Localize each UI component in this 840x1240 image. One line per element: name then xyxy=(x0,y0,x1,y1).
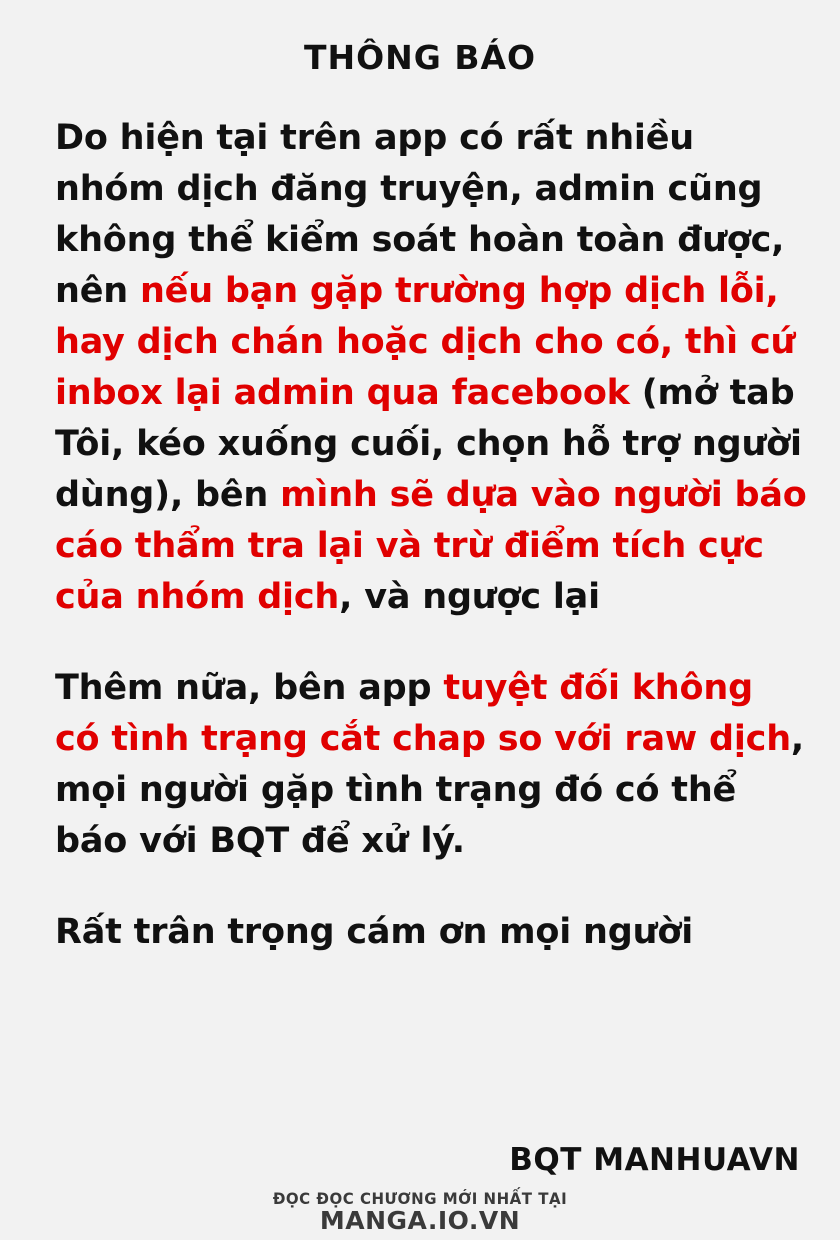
paragraph-3 xyxy=(55,907,807,958)
highlighted-text: mình sẽ dựa vào người báo cáo thẩm tra lại và trừ điểm tích cực của nhóm dịch xyxy=(55,475,807,617)
signature: BQT MANHUAVN xyxy=(509,1142,800,1178)
page-title: THÔNG BÁO xyxy=(303,38,537,77)
watermark-line-2: MANGA.IO.VN xyxy=(319,1206,521,1235)
plain-text: Thêm nữa, bên app xyxy=(55,668,444,708)
paragraph-1 xyxy=(55,113,807,623)
plain-text: , và ngược lại xyxy=(339,577,600,617)
watermark-line-1: ĐỌC ĐỌC CHƯƠNG MỚI NHẤT TẠI xyxy=(272,1189,568,1209)
plain-text: , mọi người gặp tình trạng đó có thể báo với BQT để xử lý. xyxy=(55,719,805,861)
announcement-body xyxy=(55,113,807,958)
plain-text: (mở tab Tôi, kéo xuống cuối, chọn hỗ trợ người dùng), bên xyxy=(55,373,802,515)
site-watermark xyxy=(0,1191,840,1234)
plain-text: Rất trân trọng cám ơn mọi người xyxy=(55,912,693,952)
highlighted-text: nếu bạn gặp trường hợp dịch lỗi, hay dịch chán hoặc dịch cho có, thì cứ inbox lại admin qua facebook xyxy=(55,271,796,413)
highlighted-text: tuyệt đối không có tình trạng cắt chap so với raw dịch xyxy=(55,668,791,759)
paragraph-2 xyxy=(55,663,807,867)
plain-text: Do hiện tại trên app có rất nhiều nhóm dịch đăng truyện, admin cũng không thể kiểm soát hoàn toàn được, nên xyxy=(55,118,785,311)
